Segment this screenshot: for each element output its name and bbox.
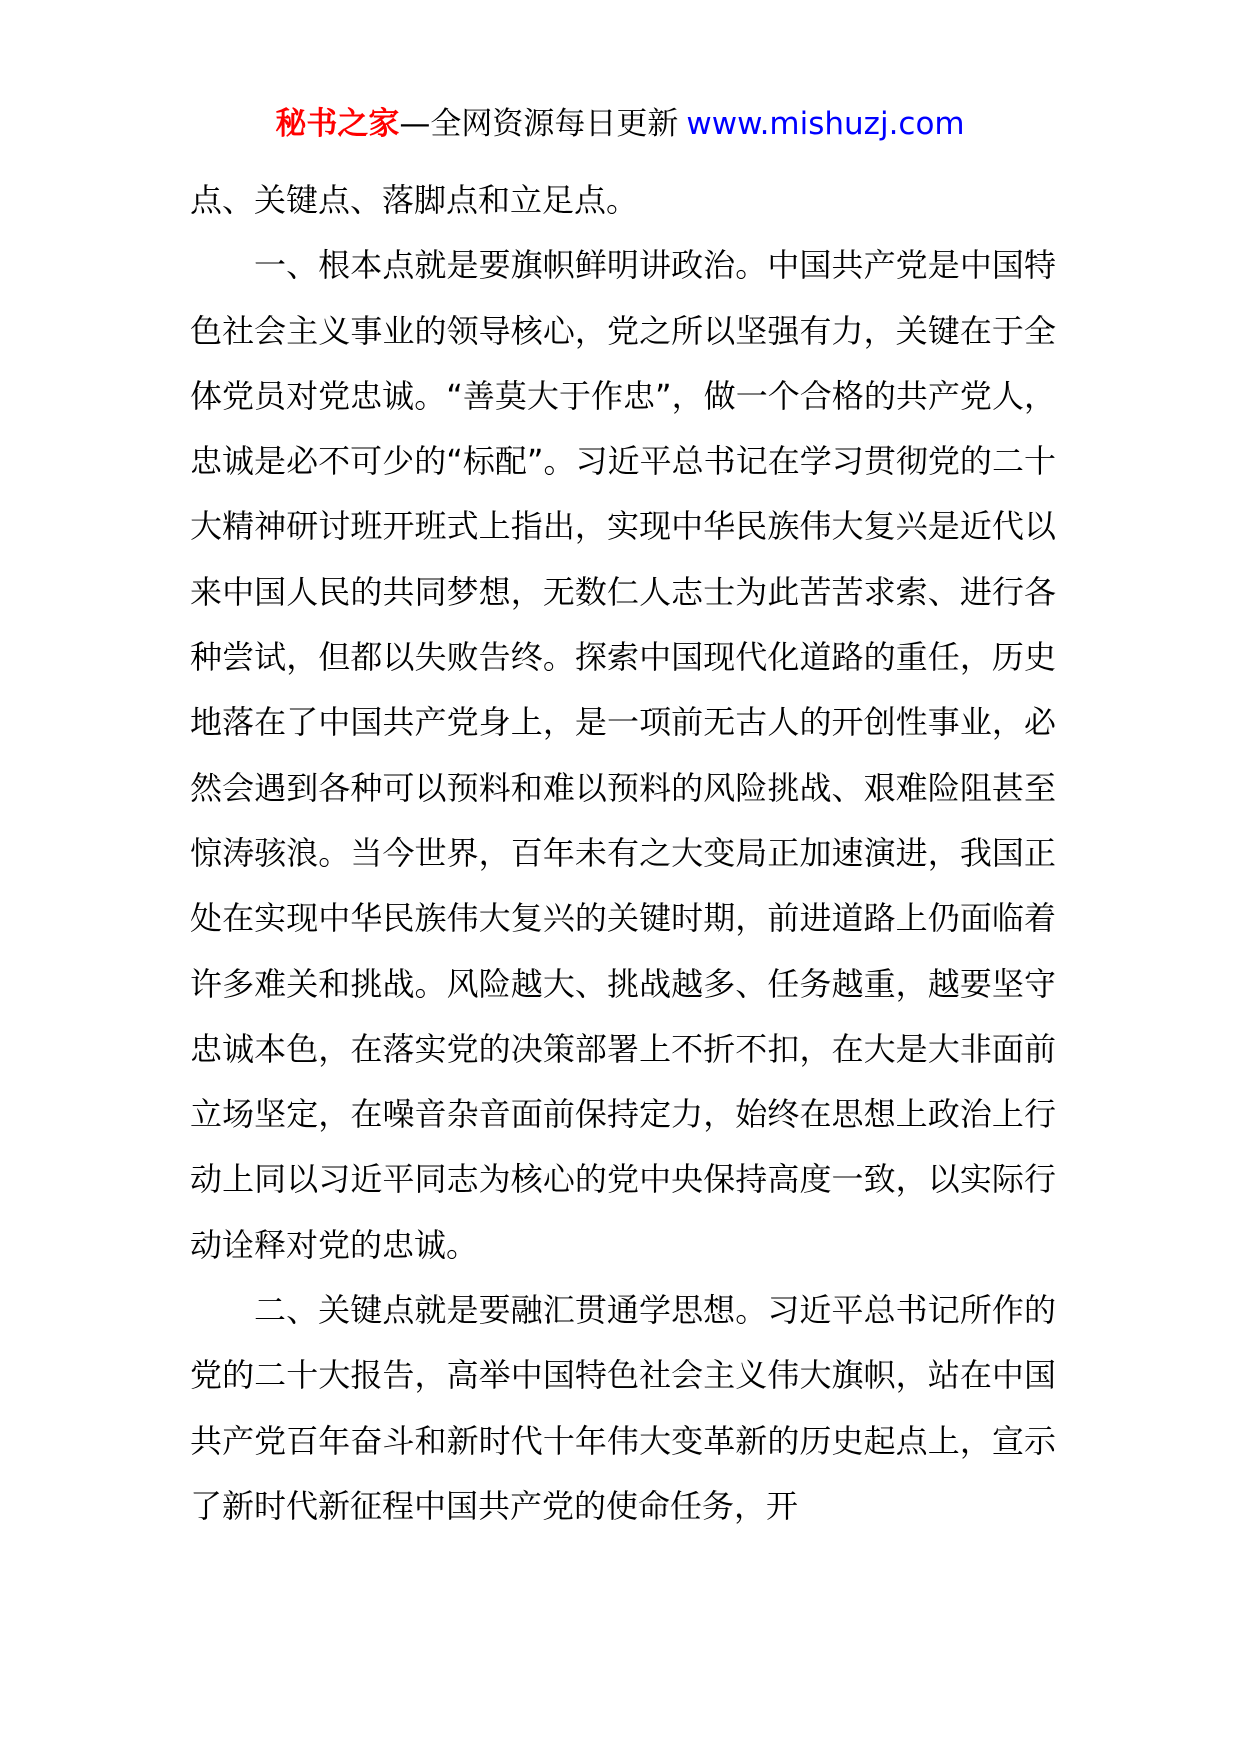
header-brand: 秘书之家 [275,106,400,142]
page-header [0,102,1240,146]
header-url-link[interactable]: www.mishuzj.com [686,106,965,142]
document-body [190,168,1056,1539]
paragraph-section-two: 二、关键点就是要融汇贯通学思想。习近平总书记所作的党的二十大报告，高举中国特色社会主义伟大旗帜，站在中国共产党百年奋斗和新时代十年伟大变革新的历史起点上，宣示了新时代新征程中国共产党的使命任务，开 [190,1291,1056,1525]
paragraph-section-one: 一、根本点就是要旗帜鲜明讲政治。中国共产党是中国特色社会主义事业的领导核心，党之所以坚强有力，关键在于全体党员对党忠诚。“善莫大于作忠”，做一个合格的共产党人，忠诚是必不可少的“标配”。习近平总书记在学习贯彻党的二十大精神研讨班开班式上指出，实现中华民族伟大复兴是近代以来中国人民的共同梦想，无数仁人志士为此苦苦求索、进行各种尝试，但都以失败告终。探索中国现代化道路的重任，历史地落在了中国共产党身上，是一项前无古人的开创性事业，必然会遇到各种可以预料和难以预料的风险挑战、艰难险阻甚至惊涛骇浪。当今世界，百年未有之大变局正加速演进，我国正处在实现中华民族伟大复兴的关键时期，前进道路上仍面临着许多难关和挑战。风险越大、挑战越多、任务越重，越要坚守忠诚本色，在落实党的决策部署上不折不扣，在大是大非面前立场坚定，在噪音杂音面前保持定力，始终在思想上政治上行动上同以习近平同志为核心的党中央保持高度一致，以实际行动诠释对党的忠诚。 [190,246,1056,1264]
paragraph-continued: 点、关键点、落脚点和立足点。 [190,181,639,219]
header-tagline: —全网资源每日更新 [399,106,679,142]
